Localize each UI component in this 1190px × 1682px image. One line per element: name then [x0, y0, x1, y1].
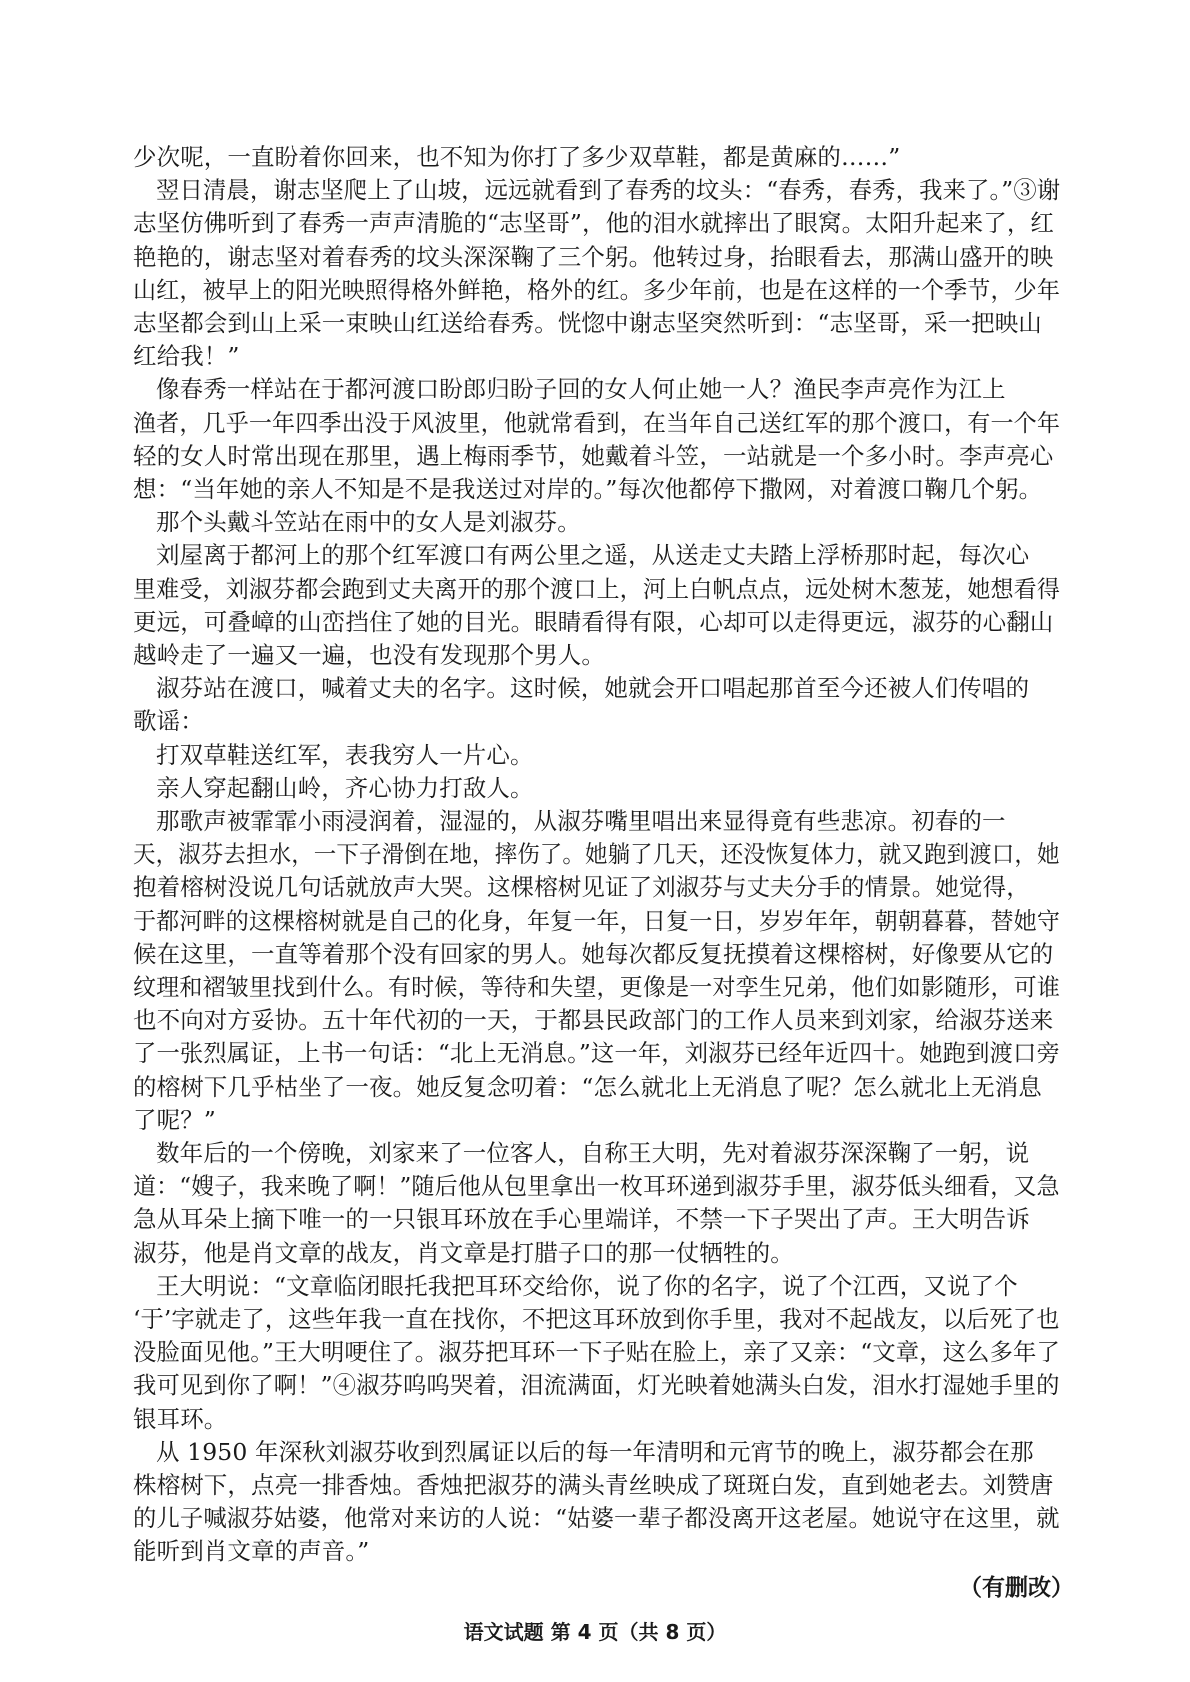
passage-line-text: 那个头戴斗笠站在雨中的女人是刘淑芬。 [156, 508, 581, 537]
passage-line-text: 的儿子喊淑芬姑婆，他常对来访的人说：“姑婆一辈子都没离开这老屋。她说守在这里，就 [133, 1504, 1060, 1533]
passage-line-text: 了一张烈属证，上书一句话：“北上无消息。”这一年，刘淑芬已经年近四十。她跑到渡口旁 [133, 1039, 1060, 1068]
passage-line-text: 我可见到你了啊！”④淑芬呜呜哭着，泪流满面，灯光映着她满头白发，泪水打湿她手里的 [133, 1371, 1060, 1400]
passage-line-text: 急从耳朵上摘下唯一的一只银耳环放在手心里端详，不禁一下子哭出了声。王大明告诉 [133, 1205, 1030, 1234]
passage-line-text: 红给我！” [133, 342, 240, 371]
passage-line-text: 也不向对方妥协。五十年代初的一天，于都县民政部门的工作人员来到刘家，给淑芬送来 [133, 1006, 1054, 1035]
passage-line-text: 淑芬，他是肖文章的战友，肖文章是打腊子口的那一仗牺牲的。 [133, 1238, 794, 1267]
passage-line-text: 银耳环。 [133, 1404, 228, 1433]
source-note: （有删改） [959, 1574, 1074, 1602]
passage-line-text: ‘于’字就走了，这些年我一直在找你，不把这耳环放到你手里，我对不起战友，以后死了也 [133, 1305, 1060, 1333]
passage-line-text: 山红，被早上的阳光映照得格外鲜艳，格外的红。多少年前，也是在这样的一个季节，少年 [133, 275, 1061, 304]
passage-line-text: 王大明说：“文章临闭眼托我把耳环交给你，说了你的名字，说了个江西，又说了个 [156, 1271, 1018, 1300]
passage-line-text: 从 1950 年深秋刘淑芬收到烈属证以后的每一年清明和元宵节的晚上，淑芬都会在那 [156, 1437, 1034, 1466]
passage-line-text: 数年后的一个傍晚，刘家来了一位客人，自称王大明，先对着淑芬深深鞠了一躬，说 [156, 1139, 1030, 1167]
passage-line-text: 的榕树下几乎枯坐了一夜。她反复念叨着：“怎么就北上无消息了呢？怎么就北上无消息 [133, 1072, 1042, 1101]
passage-line-text: 渔者，几乎一年四季出没于风波里，他就常看到，在当年自己送红军的那个渡口，有一个年 [133, 408, 1061, 437]
passage-line-text: 里难受，刘淑芬都会跑到丈夫离开的那个渡口上，河上白帆点点，远处树木葱茏，她想看得 [133, 574, 1061, 603]
passage-line-text: 于都河畔的这棵榕树就是自己的化身，年复一年，日复一日，岁岁年年，朝朝暮暮，替她守 [133, 906, 1061, 935]
passage-line-text: 想：“当年她的亲人不知是不是我送过对岸的。”每次他都停下撒网，对着渡口鞠几个躬。 [133, 475, 1043, 503]
passage-line-text: 越岭走了一遍又一遍，也没有发现那个男人。 [133, 641, 605, 669]
passage-line-text: 歌谣： [133, 707, 204, 736]
passage-line-text: 天，淑芬去担水，一下子滑倒在地，摔伤了。她躺了几天，还没恢复体力，就又跑到渡口，她 [133, 840, 1060, 869]
passage-line-text: 少次呢，一直盼着你回来，也不知为你打了多少双草鞋，都是黄麻的……” [133, 143, 901, 171]
passage-line-text: 艳艳的，谢志坚对着春秀的坟头深深鞠了三个躬。他转过身，抬眼看去，那满山盛开的映 [133, 242, 1054, 271]
passage-line-text: 抱着榕树没说几句话就放声大哭。这棵榕树见证了刘淑芬与丈夫分手的情景。她觉得， [133, 873, 1030, 902]
passage-line-text: 淑芬站在渡口，喊着丈夫的名字。这时候，她就会开口唱起那首至今还被人们传唱的 [156, 674, 1030, 703]
passage-line-text: 像春秀一样站在于都河渡口盼郎归盼子回的女人何止她一人？渔民李声亮作为江上 [156, 375, 1006, 404]
passage-line-text: 亲人穿起翻山岭，齐心协力打敌人。 [156, 773, 534, 802]
passage-line-text: 刘屋离于都河上的那个红军渡口有两公里之遥，从送走丈夫踏上浮桥那时起，每次心 [156, 541, 1030, 570]
passage-line-text: 翌日清晨，谢志坚爬上了山坡，远远就看到了春秀的坟头：“春秀，春秀，我来了。”③谢 [156, 176, 1061, 205]
page-footer: 语文试题 第 4 页（共 8 页） [463, 1620, 727, 1645]
passage-line-text: 志坚仿佛听到了春秀一声声清脆的“志坚哥”，他的泪水就摔出了眼窝。太阳升起来了，红 [133, 209, 1055, 238]
passage-line-text: 打双草鞋送红军，表我穷人一片心。 [156, 740, 534, 769]
passage-line-text: 株榕树下，点亮一排香烛。香烛把淑芬的满头青丝映成了斑斑白发，直到她老去。刘赞唐 [133, 1471, 1054, 1499]
passage-line-text: 纹理和褶皱里找到什么。有时候，等待和失望，更像是一对孪生兄弟，他们如影随形，可谁 [133, 973, 1061, 1001]
passage-line-text: 候在这里，一直等着那个没有回家的男人。她每次都反复抚摸着这棵榕树，好像要从它的 [133, 939, 1054, 968]
passage-line-text: 志坚都会到山上采一束映山红送给春秀。恍惚中谢志坚突然听到：“志坚哥，采一把映山 [133, 309, 1042, 337]
passage-line-text: 能听到肖文章的声音。” [133, 1537, 370, 1566]
passage-line-text: 道：“嫂子，我来晚了啊！”随后他从包里拿出一枚耳环递到淑芬手里，淑芬低头细看，又急 [133, 1172, 1060, 1201]
passage-line-text: 轻的女人时常出现在那里，遇上梅雨季节，她戴着斗笠，一站就是一个多小时。李声亮心 [133, 441, 1054, 470]
passage-line-text: 了呢？” [133, 1105, 216, 1134]
passage-line-text: 没脸面见他。”王大明哽住了。淑芬把耳环一下子贴在脸上，亲了又亲：“文章，这么多年了 [133, 1338, 1060, 1367]
passage-line-text: 那歌声被霏霏小雨浸润着，湿湿的，从淑芬嘴里唱出来显得竟有些悲凉。初春的一 [156, 807, 1006, 835]
passage-line-text: 更远，可叠嶂的山峦挡住了她的目光。眼睛看得有限，心却可以走得更远，淑芬的心翻山 [133, 607, 1054, 636]
